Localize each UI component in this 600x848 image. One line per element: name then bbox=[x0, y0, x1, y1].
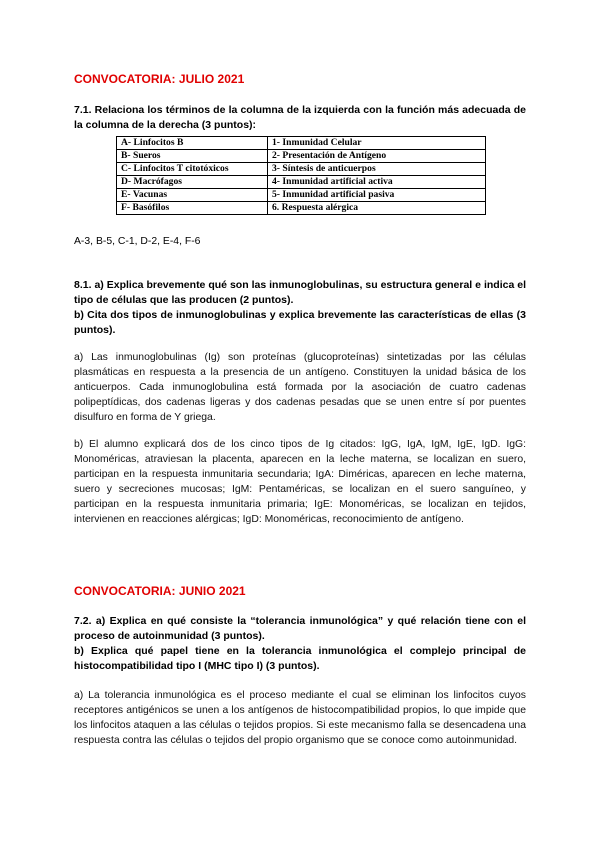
question-8-1-part-a: 8.1. a) Explica brevemente qué son las inmunoglobulinas, su estructura general e indica el tipo de células que las producen (2 puntos). bbox=[74, 279, 526, 306]
table-cell-left: C- Linfocitos T citotóxicos bbox=[117, 163, 268, 176]
terms-table bbox=[116, 136, 486, 215]
question-7-2-part-a: 7.2. a) Explica en qué consiste la “tolerancia inmunológica” y qué relación tiene con el proceso de autoinmunidad (3 puntos). bbox=[74, 615, 526, 642]
question-7-1: 7.1. Relaciona los términos de la columna de la izquierda con la función más adecuada de la columna de la derecha (3 puntos): bbox=[74, 104, 526, 131]
table-cell-right: 6. Respuesta alérgica bbox=[268, 202, 486, 215]
answer-7-1: A-3, B-5, C-1, D-2, E-4, F-6 bbox=[74, 236, 201, 247]
question-7-2-part-b: b) Explica qué papel tiene en la tolerancia inmunológica el complejo principal de histocompatibilidad tipo I (MHC tipo I) (3 puntos). bbox=[74, 645, 526, 672]
table-row bbox=[117, 202, 486, 215]
table-cell-right: 1- Inmunidad Celular bbox=[268, 137, 486, 150]
table-cell-right: 2- Presentación de Antígeno bbox=[268, 150, 486, 163]
table-row bbox=[117, 176, 486, 189]
table-cell-left: B- Sueros bbox=[117, 150, 268, 163]
table-row bbox=[117, 163, 486, 176]
table-cell-right: 5- Inmunidad artificial pasiva bbox=[268, 189, 486, 202]
table-row bbox=[117, 137, 486, 150]
question-8-1 bbox=[74, 278, 526, 338]
question-8-1-part-b: b) Cita dos tipos de inmunoglobulinas y explica brevemente las características de ellas (3 puntos). bbox=[74, 309, 526, 336]
question-7-2 bbox=[74, 614, 526, 674]
answer-8-1-b: b) El alumno explicará dos de los cinco tipos de Ig citados: IgG, IgA, IgM, IgE, IgD. IgG: Monoméricas, atraviesan la placenta, aparecen en la leche materna, se localizan en suero, participan en la respuesta inmunitaria secundaria; IgA: Diméricas, aparecen en leche materna, suero y secreciones mucosas; IgM: Pentaméricas, se localizan en el suero sanguíneo, y participan en la respuesta inmunitaria primaria; IgE: Monoméricas, se localizan en tejidos, intervienen en reacciones alérgicas; IgD: Monoméricas, reconocimiento de antígeno. bbox=[74, 439, 526, 525]
table-row bbox=[117, 189, 486, 202]
answer-8-1-a: a) Las inmunoglobulinas (Ig) son proteínas (glucoproteínas) sintetizadas por las células plasmáticas en respuesta a la presencia de un antígeno. Constituyen la unidad básica de los anticuerpos. Cada inmunoglobulina está formada por la asociación de cuatro cadenas polipeptídicas, dos cadenas ligeras y dos cadenas pesadas que se unen entre sí por puentes disulfuro en forma de Y griega. bbox=[74, 352, 526, 423]
section-heading-junio: CONVOCATORIA: JUNIO 2021 bbox=[74, 584, 246, 598]
table-cell-left: F- Basófilos bbox=[117, 202, 268, 215]
table-row bbox=[117, 150, 486, 163]
table-cell-left: D- Macrófagos bbox=[117, 176, 268, 189]
section-heading-julio: CONVOCATORIA: JULIO 2021 bbox=[74, 72, 245, 86]
table-cell-left: A- Linfocitos B bbox=[117, 137, 268, 150]
answer-7-2-a: a) La tolerancia inmunológica es el proceso mediante el cual se eliminan los linfocitos cuyos receptores antigénicos se unen a los antígenos de histocompatibilidad propios, lo que impide que los linfocitos ataquen a las células o tejidos propios. Si este mecanismo falla se desencadena una respuesta contra las células o tejidos del propio organismo que se conoce como autoinmunidad. bbox=[74, 690, 526, 746]
table-cell-right: 3- Síntesis de anticuerpos bbox=[268, 163, 486, 176]
table-cell-left: E- Vacunas bbox=[117, 189, 268, 202]
table-cell-right: 4- Inmunidad artificial activa bbox=[268, 176, 486, 189]
